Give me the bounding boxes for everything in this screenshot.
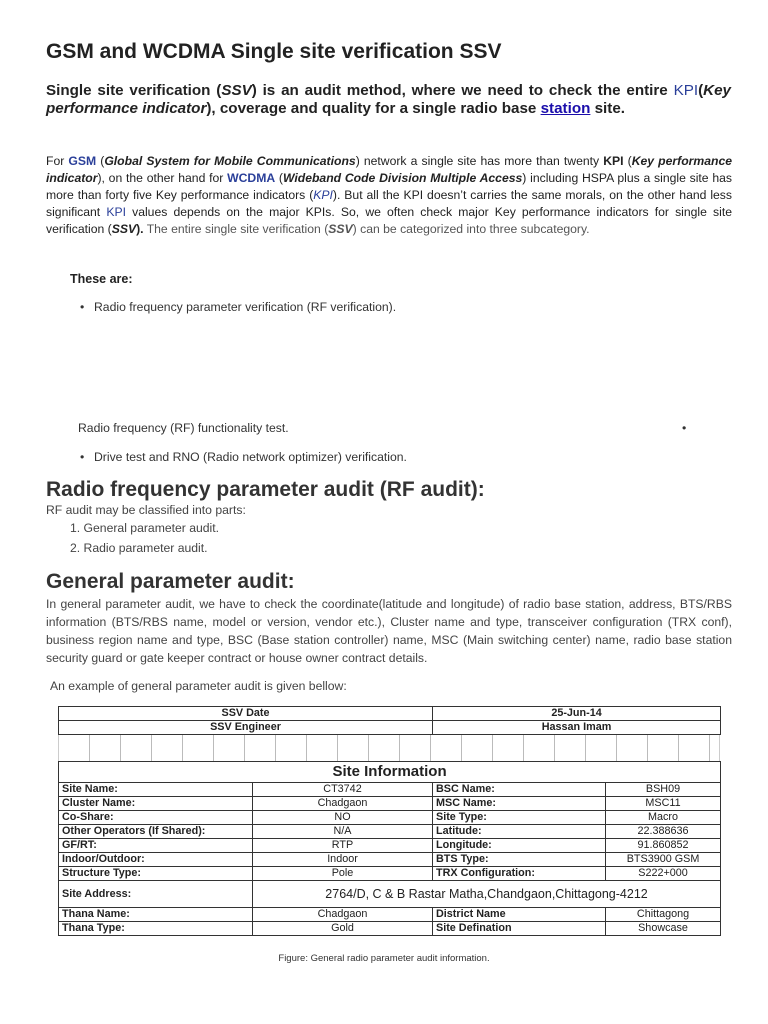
table-cell: Site Defination <box>433 922 606 936</box>
list-item: Radio frequency (RF) functionality test. <box>78 421 289 435</box>
table-cell: Cluster Name: <box>59 797 253 811</box>
table-cell: N/A <box>253 825 433 839</box>
table-row <box>59 783 721 797</box>
table-row <box>59 839 721 853</box>
example-text: An example of general parameter audit is given bellow: <box>50 679 347 693</box>
table-cell: Showcase <box>606 922 721 936</box>
table-cell: S222+000 <box>606 867 721 881</box>
table-cell: MSC Name: <box>433 797 606 811</box>
table-cell: Site Type: <box>433 811 606 825</box>
table-cell: Indoor <box>253 853 433 867</box>
ssv-date-value: 25-Jun-14 <box>433 707 721 721</box>
table-cell: Indoor/Outdoor: <box>59 853 253 867</box>
table-row <box>59 881 721 908</box>
table-cell: Other Operators (If Shared): <box>59 825 253 839</box>
table-cell: Site Address: <box>59 881 253 908</box>
site-info-table <box>58 706 720 946</box>
bullet-dot: • <box>682 421 687 435</box>
list-item: • Radio frequency parameter verification (RF verification). <box>80 300 397 314</box>
table-cell: Gold <box>253 922 433 936</box>
table-row <box>59 797 721 811</box>
ssv-date-label: SSV Date <box>59 707 433 721</box>
table-cell: Site Name: <box>59 783 253 797</box>
table-cell: RTP <box>253 839 433 853</box>
ssv-engineer-label: SSV Engineer <box>59 721 433 735</box>
table-cell: Co-Share: <box>59 811 253 825</box>
list-item: • Drive test and RNO (Radio network optimizer) verification. <box>80 450 407 464</box>
figure-caption: Figure: General radio parameter audit information. <box>278 953 490 964</box>
table-cell: Chadgaon <box>253 908 433 922</box>
table-cell: Latitude: <box>433 825 606 839</box>
table-row <box>59 853 721 867</box>
intro-paragraph: Single site verification (SSV) is an audit method, where we need to check the entire KPI(Key performance indicator), coverage and quality for a single radio base station site. <box>46 82 731 117</box>
table-row <box>59 922 721 936</box>
site-info-title: Site Information <box>59 762 721 783</box>
table-cell: Chittagong <box>606 908 721 922</box>
table-row <box>59 867 721 881</box>
table-cell: Chadgaon <box>253 797 433 811</box>
table-cell: TRX Configuration: <box>433 867 606 881</box>
table-cell: BTS3900 GSM <box>606 853 721 867</box>
table-row <box>59 825 721 839</box>
page-title: GSM and WCDMA Single site verification SSV <box>46 40 502 63</box>
general-audit-heading: General parameter audit: <box>46 570 295 593</box>
table-cell: BSC Name: <box>433 783 606 797</box>
rf-audit-text: RF audit may be classified into parts: <box>46 503 246 517</box>
table-cell: 91.860852 <box>606 839 721 853</box>
these-are-label: These are: <box>70 272 133 286</box>
table-cell: BSH09 <box>606 783 721 797</box>
table-cell: Thana Name: <box>59 908 253 922</box>
station-link[interactable]: station <box>540 100 591 117</box>
table-cell: Pole <box>253 867 433 881</box>
table-cell: 22.388636 <box>606 825 721 839</box>
table-cell: Thana Type: <box>59 922 253 936</box>
general-audit-text: In general parameter audit, we have to check the coordinate(latitude and longitude) of radio base station, address, BTS/RBS information (BTS/RBS name, model or version, vendor etc.), Cluster name and type, transceiver configuration (TRX conf), business region name and type, BSC (Base station controller) name, MSC (Main switching center) name, radio base station security guard or gate keeper contract or house owner contract details. <box>46 597 732 665</box>
rf-audit-heading: Radio frequency parameter audit (RF audit): <box>46 478 485 501</box>
table-cell: District Name <box>433 908 606 922</box>
table-cell: Longitude: <box>433 839 606 853</box>
blank-grid-row <box>58 735 720 761</box>
table-cell: MSC11 <box>606 797 721 811</box>
table-row <box>59 811 721 825</box>
table-cell: NO <box>253 811 433 825</box>
table-cell: CT3742 <box>253 783 433 797</box>
table-cell: GF/RT: <box>59 839 253 853</box>
description-paragraph: For GSM (Global System for Mobile Communications) network a single site has more than twenty KPI (Key performance indicator), on the other hand for WCDMA (Wideband Code Division Multiple Access) including HSPA plus a single site has more than forty five Key performance indicators (KPI). But all the KPI doesn’t carries the same morals, on the other hand less significant KPI values depends on the major KPIs. So, we often check major Key performance indicators for single site verification (SSV). The entire single site verification (SSV) can be categorized into three subcategory. <box>46 154 732 236</box>
list-item: 1. General parameter audit. <box>70 521 220 535</box>
table-cell: Macro <box>606 811 721 825</box>
ssv-engineer-value: Hassan Imam <box>433 721 721 735</box>
table-cell: BTS Type: <box>433 853 606 867</box>
site-address-value: 2764/D, C & B Rastar Matha,Chandgaon,Chittagong-4212 <box>253 881 721 908</box>
list-item: 2. Radio parameter audit. <box>70 541 208 555</box>
table-row <box>59 908 721 922</box>
table-cell: Structure Type: <box>59 867 253 881</box>
